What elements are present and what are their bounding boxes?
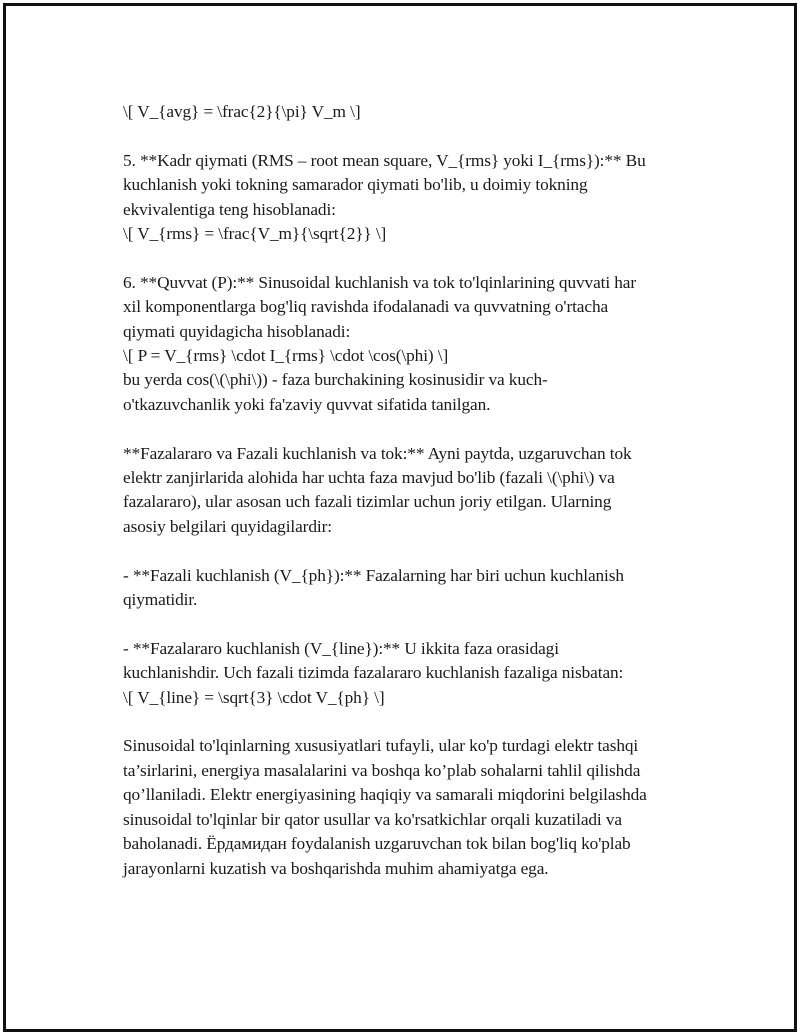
paragraph-rms [123,149,698,247]
text-line: kuchlanishdir. Uch fazali tizimda fazalararo kuchlanish fazaliga nisbatan: [123,663,624,683]
formula-power: \[ P = V_{rms} \cdot I_{rms} \cdot \cos(\phi) \] [123,346,449,366]
text-line: 6. **Quvvat (P):** Sinusoidal kuchlanish va tok to'lqinlarining quvvati har [123,272,637,292]
text-line: ekvivalentiga teng hisoblanadi: [123,199,336,219]
text-line: qo’llaniladi. Elektr energiyasining haqiqiy va samarali miqdorini belgilashda [123,785,647,805]
paragraph-phase-voltage [123,442,698,540]
text-line: sinusoidal to'lqinlar bir qator usullar va ko'rsatkichlar orqali kuzatiladi va [123,809,622,829]
list-item-line-voltage [123,637,698,710]
formula-v-rms: \[ V_{rms} = \frac{V_m}{\sqrt{2}} \] [123,224,387,244]
text-line: xil komponentlarga bog'liq ravishda ifodalanadi va quvvatning o'rtacha [123,297,609,317]
text-line: Sinusoidal to'lqinlarning xususiyatlari tufayli, ular ko'p turdagi elektr tashqi [123,736,639,756]
text-line: o'tkazuvchanlik yoki fa'zaviy quvvat sifatida tanilgan. [123,394,491,414]
text-line: qiymatidir. [123,590,198,610]
text-line: fazalararo), ular asosan uch fazali tizimlar uchun joriy etilgan. Ularning [123,492,612,512]
text-line: **Fazalararo va Fazali kuchlanish va tok:** Ayni paytda, uzgaruvchan tok [123,443,632,463]
text-line: - **Fazalararo kuchlanish (V_{line}):** U ikkita faza orasidagi [123,638,559,658]
text-line: elektr zanjirlarida alohida har uchta faza mavjud bo'lib (fazali \(\phi\) va [123,468,615,488]
text-line: ta’sirlarini, energiya masalalarini va boshqa ko’plab sohalarni tahlil qilishda [123,760,641,780]
text-line: - **Fazali kuchlanish (V_{ph}):** Fazalarning har biri uchun kuchlanish [123,565,624,585]
text-line: 5. **Kadr qiymati (RMS – root mean square, V_{rms} yoki I_{rms}):** Bu [123,150,646,170]
text-line: asosiy belgilari quyidagilardir: [123,516,332,536]
formula-v-line: \[ V_{line} = \sqrt{3} \cdot V_{ph} \] [123,687,385,707]
text-line: \[ V_{avg} = \frac{2}{\pi} V_m \] [123,102,361,121]
text-line: kuchlanish yoki tokning samarador qiymati bo'lib, u doimiy tokning [123,175,588,195]
text-line: qiymati quyidagicha hisoblanadi: [123,321,351,341]
list-item-phase-voltage [123,564,698,613]
page-frame [3,3,797,1032]
text-line: baholanadi. Ёрдамидан foydalanish uzgaruvchan tok bilan bog'liq ko'plab [123,834,631,854]
text-line: bu yerda cos(\(\phi\)) - faza burchakining kosinusidir va kuch- [123,370,548,390]
paragraph-power [123,271,698,417]
document-body [123,100,698,905]
paragraph-conclusion [123,734,698,880]
formula-v-avg [123,100,698,124]
text-line: jarayonlarni kuzatish va boshqarishda muhim ahamiyatga ega. [123,858,549,878]
